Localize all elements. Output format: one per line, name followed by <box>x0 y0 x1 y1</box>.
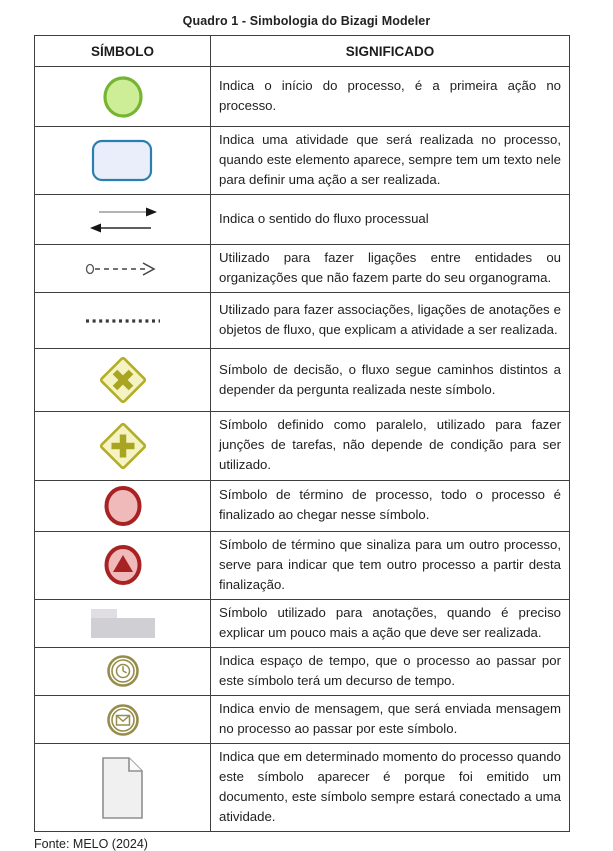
meaning-text: Símbolo utilizado para anotações, quando é preciso explicar um pouco mais a ação que deve ser realizada. <box>219 604 561 640</box>
meaning-cell <box>211 67 570 127</box>
table-row <box>35 412 570 480</box>
source-caption: Fonte: MELO (2024) <box>34 837 148 851</box>
meaning-cell <box>211 695 570 743</box>
meaning-text: Indica o início do processo, é a primeira ação no processo. <box>219 77 561 113</box>
page-title: Quadro 1 - Simbologia do Bizagi Modeler <box>182 14 431 28</box>
table-row <box>35 127 570 195</box>
timer-event-clock-icon <box>106 654 140 688</box>
table-row <box>35 245 570 293</box>
annotation-rectangle-icon <box>82 606 164 640</box>
table-row <box>35 349 570 412</box>
table-row <box>35 195 570 245</box>
meaning-cell <box>211 647 570 695</box>
table-row <box>35 531 570 599</box>
meaning-cell <box>211 412 570 480</box>
meaning-cell <box>211 480 570 531</box>
association-dotted-line-icon <box>83 316 163 326</box>
symbol-cell <box>35 695 211 743</box>
header-meaning: SIGNIFICADO <box>211 36 570 67</box>
meaning-cell <box>211 349 570 412</box>
meaning-text: Símbolo de término que sinaliza para um outro processo, serve para indicar que tem outro processo a partir desta finalização. <box>219 536 561 592</box>
meaning-cell <box>211 599 570 647</box>
meaning-text: Indica uma atividade que será realizada no processo, quando este elemento aparece, sempre tem um texto nele para definir uma ação a ser realizada. <box>219 132 561 188</box>
start-event-circle-icon <box>100 74 146 120</box>
meaning-text: Símbolo de decisão, o fluxo segue caminhos distintos a depender da pergunta realizada neste símbolo. <box>219 361 561 397</box>
table-row <box>35 695 570 743</box>
symbol-cell <box>35 349 211 412</box>
meaning-text: Símbolo definido como paralelo, utilizado para fazer junções de tarefas, não depende de condição para ser utilizado. <box>219 417 561 473</box>
table-header-row <box>35 36 570 67</box>
symbol-cell <box>35 744 211 832</box>
table-row <box>35 647 570 695</box>
meaning-cell <box>211 127 570 195</box>
symbol-cell <box>35 195 211 245</box>
symbol-table <box>34 35 570 832</box>
symbol-cell <box>35 647 211 695</box>
symbol-cell <box>35 480 211 531</box>
meaning-text: Utilizado para fazer associações, ligações de anotações e objetos de fluxo, que explicam a atividade a ser realizada. <box>219 302 561 338</box>
message-flow-dashed-arrow-icon <box>83 260 163 278</box>
table-row <box>35 744 570 832</box>
symbol-cell <box>35 412 211 480</box>
meaning-text: Indica espaço de tempo, que o processo ao passar por este símbolo terá um decurso de tempo. <box>219 652 561 688</box>
meaning-cell <box>211 195 570 245</box>
signal-end-event-icon <box>102 544 144 586</box>
meaning-cell <box>211 531 570 599</box>
meaning-text: Indica o sentido do fluxo processual <box>219 211 429 227</box>
document-page-icon <box>97 755 149 821</box>
table-row <box>35 599 570 647</box>
end-event-circle-icon <box>102 485 144 527</box>
symbol-cell <box>35 67 211 127</box>
meaning-text: Utilizado para fazer ligações entre entidades ou organizações que não fazem parte do seu organograma. <box>219 250 561 286</box>
table-row <box>35 67 570 127</box>
meaning-text: Indica que em determinado momento do processo quando este símbolo aparecer é porque foi emitido um documento, este símbolo sempre estará conectado a uma atividade. <box>219 749 561 825</box>
exclusive-gateway-x-icon <box>96 353 150 407</box>
header-symbol: SÍMBOLO <box>35 36 211 67</box>
meaning-text: Símbolo de término de processo, todo o processo é finalizado ao chegar nesse símbolo. <box>219 486 561 522</box>
symbol-cell <box>35 127 211 195</box>
symbol-cell <box>35 599 211 647</box>
meaning-cell <box>211 744 570 832</box>
meaning-text: Indica envio de mensagem, que será enviada mensagem no processo ao passar por este símbolo. <box>219 700 561 736</box>
symbol-cell <box>35 245 211 293</box>
table-row <box>35 293 570 349</box>
activity-rounded-rectangle-icon <box>91 139 155 183</box>
meaning-cell <box>211 245 570 293</box>
message-event-envelope-icon <box>106 703 140 737</box>
sequence-flow-arrows-icon <box>85 204 161 236</box>
symbol-cell <box>35 293 211 349</box>
parallel-gateway-plus-icon <box>96 419 150 473</box>
meaning-cell <box>211 293 570 349</box>
table-row <box>35 480 570 531</box>
symbol-cell <box>35 531 211 599</box>
